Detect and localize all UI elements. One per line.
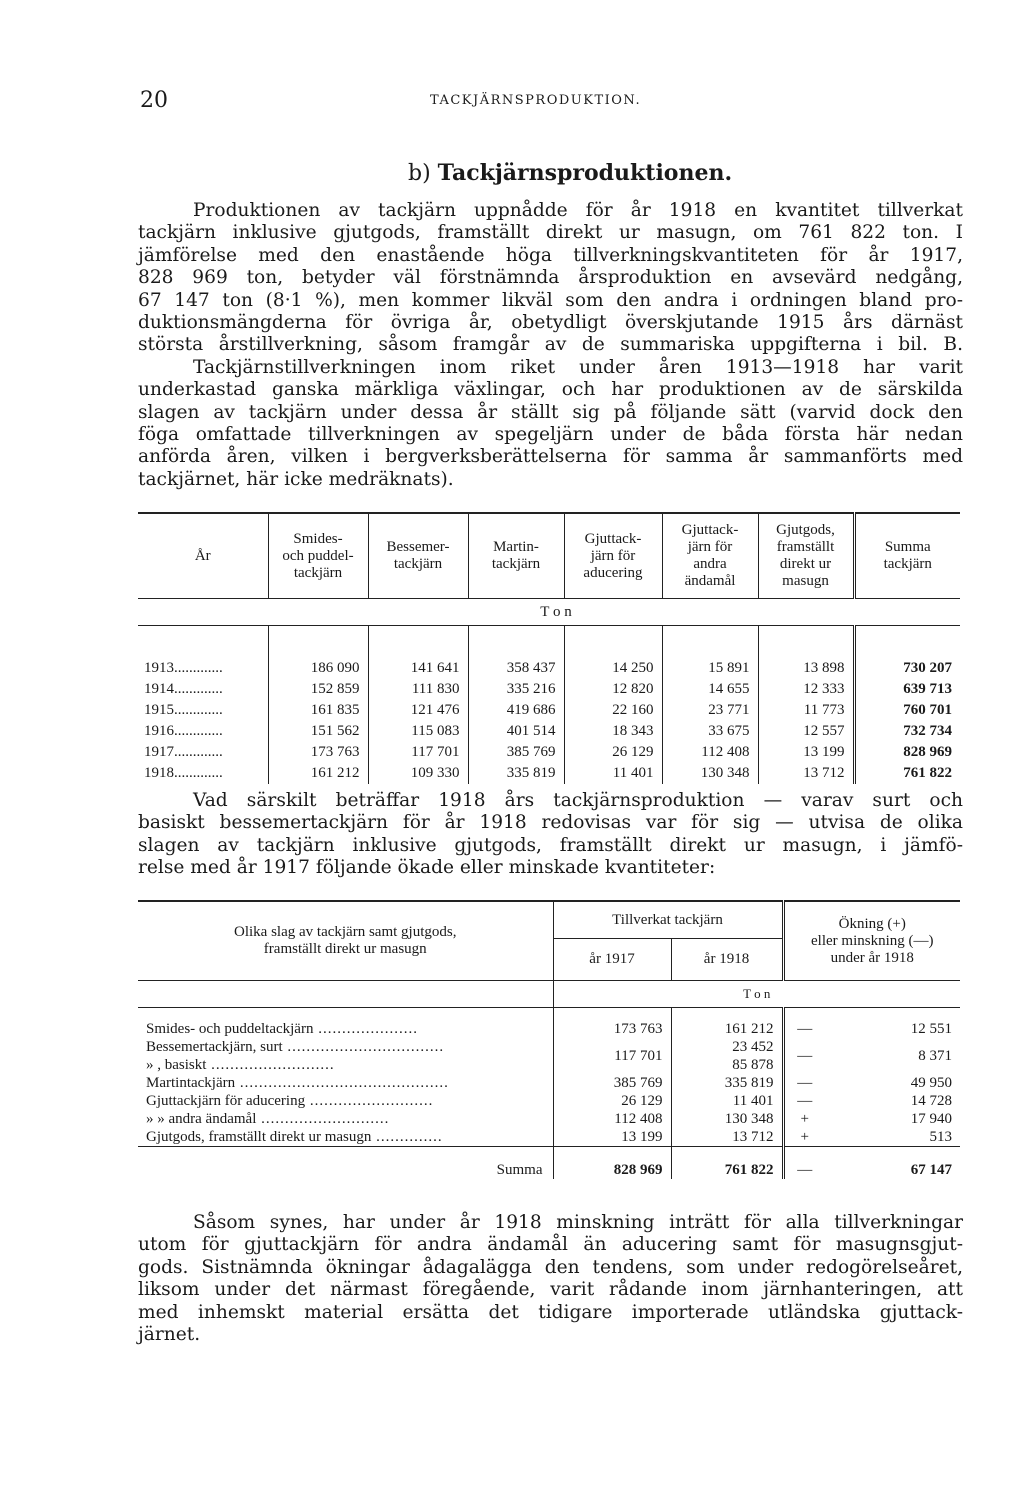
unit-row (138, 599, 960, 626)
table-row: Bessemertackjärn, surt ................................. 117 701 23 452 — 8 371 (138, 1038, 960, 1056)
table-row: Martintackjärn ............................................ 385 769 335 819 — 49 950 (146, 1075, 952, 1091)
paragraph-intro (138, 200, 963, 491)
unit-label: T o n (268, 599, 960, 626)
table-row: Gjuttackjärn för aducering .......................... 26 129 11 401 — 14 728 (146, 1093, 952, 1109)
running-head: TACKJÄRNSPRODUKTION. (430, 93, 642, 108)
text-line: tackjärnet, här icke medräknats). (138, 468, 454, 490)
col-header-kind: Olika slag av tackjärn samt gjutgods, framställt direkt ur masugn (234, 924, 457, 957)
text-line: relse med år 1917 följande ökade eller minskade kvantiteter: (138, 857, 716, 879)
section-title (408, 160, 732, 186)
text-line: järnet. (138, 1323, 201, 1345)
text-line: slagen av tackjärn under dessa år ställt sig på följande sätt (varvid dock den (138, 401, 963, 423)
table-row: 1915............. 161 835 121 476 419 686 22 160 23 771 11 773 760 701 (138, 700, 960, 721)
col-header-bessemer: Bessemer- tackjärn (368, 513, 468, 599)
text-line: underkastad ganska märkliga växlingar, och har produktionen av de särskilda (138, 379, 963, 401)
table-header-row (138, 513, 960, 599)
text-line: Produktionen av tackjärn uppnådde för år 1918 en kvantitet tillverkat (193, 200, 963, 221)
text-line: jämförelse med den enastående höga tillverkningskvantiteten för år 1917, (138, 244, 963, 266)
text-line: gods. Sistnämnda ökningar ådagalägga den tendens, som under redogörelseåret, (138, 1256, 963, 1278)
page-number: 20 (140, 88, 168, 113)
table-row: » , basiskt .......................... 85 878 (138, 1056, 960, 1074)
text-line: Vad särskilt beträffar 1918 års tackjärnsproduktion — varav surt och (193, 790, 963, 811)
table-row: 1914............. 152 859 111 830 335 216 12 820 14 655 12 333 639 713 (138, 679, 960, 700)
table-row: 1918............. 161 212 109 330 335 819 11 401 130 348 13 712 761 822 (138, 763, 960, 784)
text-line: 67 147 ton (8·1 %), men kommer likväl som den andra i ordningen bland pro- (138, 289, 963, 311)
text-line: slagen av tackjärn inklusive gjutgods, framställt direkt ur masugn, i jämfö- (138, 834, 963, 856)
table-header-row (138, 901, 960, 939)
production-by-year-table (138, 512, 960, 784)
table-row: Smides- och puddeltackjärn ..................... 173 763 161 212 — 12 551 (146, 1021, 952, 1037)
section-prefix: b) (408, 161, 431, 186)
section-heading: Tackjärnsproduktionen. (437, 160, 733, 186)
col-header-gjut-andra: Gjuttack- järn för andra ändamål (662, 513, 758, 599)
paragraph-1918 (138, 790, 963, 880)
text-line: tackjärn inklusive gjutgods, framställt direkt ur masugn, om 761 822 ton. I (138, 222, 963, 244)
table-row: » » andra ändamål ........................... 112 408 130 348 + 17 940 (146, 1111, 952, 1127)
text-line: med inhemskt material ersätta det tidigare importerade utländska gjuttack- (138, 1301, 963, 1323)
text-line: föga omfattade tillverkningen av spegeljärn under de båda första här nedan (138, 423, 963, 445)
col-header-produced: Tillverkat tackjärn (553, 901, 783, 939)
text-line: duktionsmängderna för övriga år, obetydligt överskjutande 1915 års därnäst (138, 311, 963, 333)
table-row: Gjutgods, framställt direkt ur masugn .............. 13 199 13 712 + 513 (146, 1129, 952, 1145)
col-header-smides: Smides- och puddel- tackjärn (268, 513, 368, 599)
text-line: 828 969 ton, betyder väl förstnämnda årsproduktion en avsevärd nedgång, (138, 267, 963, 289)
text-line: anförda åren, vilken i bergverksberättelserna för samma år sammanförts med (138, 446, 963, 468)
table-row: 1917............. 173 763 117 701 385 769 26 129 112 408 13 199 828 969 (138, 742, 960, 763)
total-row: Summa 828 969 761 822 — 67 147 (496, 1162, 952, 1178)
change-1917-1918-table (138, 900, 960, 1179)
text-line: Tackjärnstillverkningen inom riket under åren 1913—1918 har varit (193, 356, 963, 378)
text-line: liksom under det närmast föregående, varit rådande inom järnhanteringen, att (138, 1279, 963, 1301)
col-header-summa: Summa tackjärn (854, 513, 960, 599)
table-row: 1913............. 186 090 141 641 358 437 14 250 15 891 13 898 730 207 (138, 658, 960, 679)
text-line: Såsom synes, har under år 1918 minskning inträtt för alla tillverkningar (193, 1212, 963, 1233)
col-header-martin: Martin- tackjärn (468, 513, 564, 599)
col-header-1918: år 1918 (671, 939, 783, 981)
col-header-1917: år 1917 (553, 939, 671, 981)
text-line: största årstillverkning, såsom framgår av de summariska uppgifterna i bil. B. (138, 334, 963, 356)
col-header-year: År (138, 513, 268, 599)
table-row: 1916............. 151 562 115 083 401 514 18 343 33 675 12 557 732 734 (138, 721, 960, 742)
text-line: basiskt bessemertackjärn för år 1918 redovisas var för sig — utvisa de olika (138, 812, 963, 834)
col-header-gjut-aducering: Gjuttack- järn för aducering (564, 513, 662, 599)
paragraph-conclusion (138, 1212, 963, 1346)
text-line: utom för gjuttackjärn för andra ändamål än aducering samt för masugnsgjut- (138, 1234, 963, 1256)
col-header-change: Ökning (+) eller minskning (—) under år 1918 (783, 901, 960, 981)
col-header-gjutgods: Gjutgods, framställt direkt ur masugn (758, 513, 854, 599)
unit-label: T o n (553, 981, 960, 1008)
